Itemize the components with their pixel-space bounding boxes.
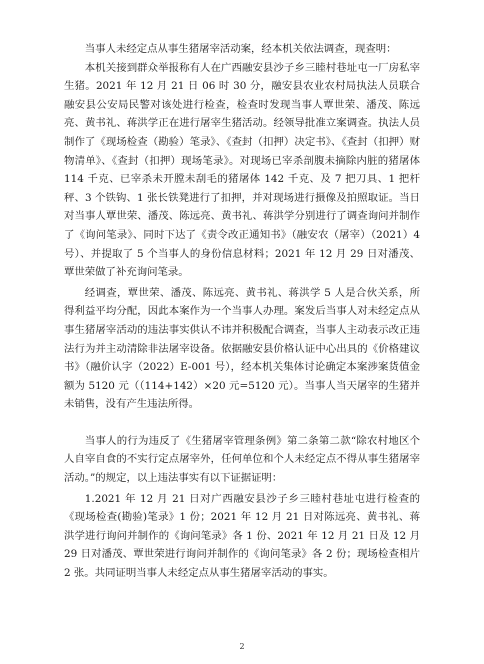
paragraph-violation: 当事人的行为违反了《生猪屠宰管理条例》第二条第二款“除农村地区个人自宰自食的不实行定点屠宰外，任何单位和个人未经定点不得从事生猪屠宰活动。”的规定，以上违法事实有以下证据证明： bbox=[64, 434, 420, 485]
page-number: 2 bbox=[239, 642, 245, 651]
paragraph-investigation: 经调查，覃世荣、潘茂、陈远亮、黄书礼、蒋洪学 5 人是合伙关系，所得利益平均分配，因此本案作为一个当事人办理。案发后当事人对未经定点从事生猪屠宰活动的违法事实供认不讳并积极配合调查，当事人主动表示改正违法行为并主动清除非法屠宰设备。依据融安县价格认证中心出具的《价格建议书》（融价认字（2022）E-001 号），经本机关集体讨论确定本案涉案货值金额为 5120 元（（114+142）×20 元=5120 元）。当事人当天屠宰的生猪并未销售，没有产生违法所得。 bbox=[64, 286, 420, 411]
paragraph-evidence: 1.2021 年 12 月 21 日对广西融安县沙子乡三睦村巷址屯进行检查的《现场检查(勘验)笔录》1 份；2021 年 12 月 21 日对陈远亮、黄书礼、蒋洪学进行询问并制作的《询问笔录》各 1 份、2021 年 12 月 21 日及 12 月 29 日对潘茂、覃世荣进行询问并制作的《询问笔录》各 2 份；现场检查相片 2 张。共同证明当事人未经定点从事生猪屠宰活动的事实。 bbox=[64, 492, 420, 580]
paragraph-facts: 本机关接到群众举报称有人在广西融安县沙子乡三睦村巷址屯一厂房私宰生猪。2021 年 12 月 21 日 06 时 30 分，融安县农业农村局执法人员联合融安县公安局民警对该处进行检查，检查时发现当事人覃世荣、潘茂、陈远亮、黄书礼、蒋洪学正在进行屠宰生猪活动。经领导批准立案调查。执法人员制作了《现场检查（勘验）笔录》、《查封（扣押）决定书》、《查封（扣押）财物清单》、《查封（扣押）现场笔录》。对现场已宰杀剖腹未摘除内脏的猪屠体 114 千克、已宰杀未开膛未刮毛的猪屠体 142 千克、及 7 把刀具、1 把杆秤、3 个铁钩、1 张长铁凳进行了扣押，并对现场进行摄像及拍照取证。当日对当事人覃世荣、潘茂、陈远亮、黄书礼、蒋洪学分别进行了调查询问并制作了《询问笔录》、同时下达了《责令改正通知书》（融安农（屠宰）（2021）4 号）、并提取了 5 个当事人的身份信息材料；2021 年 12 月 29 日对潘茂、覃世荣做了补充询问笔录。 bbox=[64, 61, 420, 279]
paragraph-intro: 当事人未经定点从事生猪屠宰活动案，经本机关依法调查，现查明： bbox=[84, 43, 397, 55]
